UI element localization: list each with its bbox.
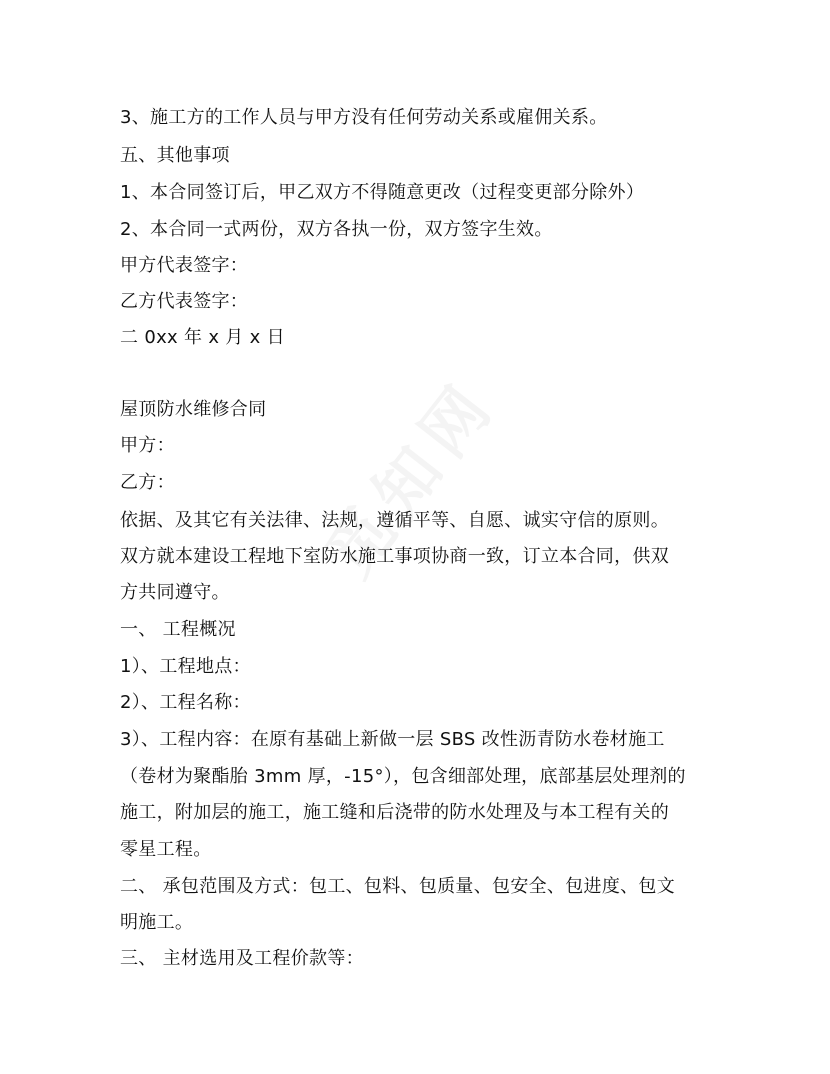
project-content-line: （卷材为聚酯胎 3mm 厚，-15°），包含细部处理，底部基层处理剂的 bbox=[120, 766, 686, 787]
clause-2-copies: 2、本合同一式两份，双方各执一份，双方签字生效。 bbox=[120, 219, 553, 240]
section-heading-contract-scope: 二、 承包范围及方式：包工、包料、包质量、包安全、包进度、包文 bbox=[120, 876, 676, 897]
clause-3-labor-relation: 3、施工方的工作人员与甲方没有任何劳动关系或雇佣关系。 bbox=[120, 107, 608, 128]
section-heading-project-overview: 一、 工程概况 bbox=[120, 619, 236, 640]
party-a-signature: 甲方代表签字： bbox=[120, 255, 249, 276]
contract-title: 屋顶防水维修合同 bbox=[120, 399, 267, 420]
project-name: 2）、工程名称： bbox=[120, 692, 251, 713]
section-heading-materials-price: 三、 主材选用及工程价款等： bbox=[120, 948, 364, 969]
project-content-line: 零星工程。 bbox=[120, 839, 212, 860]
party-b-signature: 乙方代表签字： bbox=[120, 291, 249, 312]
party-b-label: 乙方： bbox=[120, 472, 175, 493]
clause-1-no-changes: 1、本合同签订后，甲乙双方不得随意更改（过程变更部分除外） bbox=[120, 182, 645, 203]
project-content-line: 施工，附加层的施工，施工缝和后浇带的防水处理及与本工程有关的 bbox=[120, 802, 669, 823]
party-a-label: 甲方： bbox=[120, 435, 175, 456]
project-location: 1）、工程地点： bbox=[120, 656, 251, 677]
preamble-line: 方共同遵守。 bbox=[120, 582, 230, 603]
section-heading-other-matters: 五、其他事项 bbox=[120, 145, 230, 166]
project-content-line: 3）、工程内容：在原有基础上新做一层 SBS 改性沥青防水卷材施工 bbox=[120, 729, 665, 750]
contract-scope-continued: 明施工。 bbox=[120, 912, 194, 933]
preamble-line: 依据、及其它有关法律、法规，遵循平等、自愿、诚实守信的原则。 bbox=[120, 510, 669, 531]
signing-date: 二 0xx 年 x 月 x 日 bbox=[120, 327, 285, 348]
preamble-line: 双方就本建设工程地下室防水施工事项协商一致，订立本合同，供双 bbox=[120, 546, 669, 567]
